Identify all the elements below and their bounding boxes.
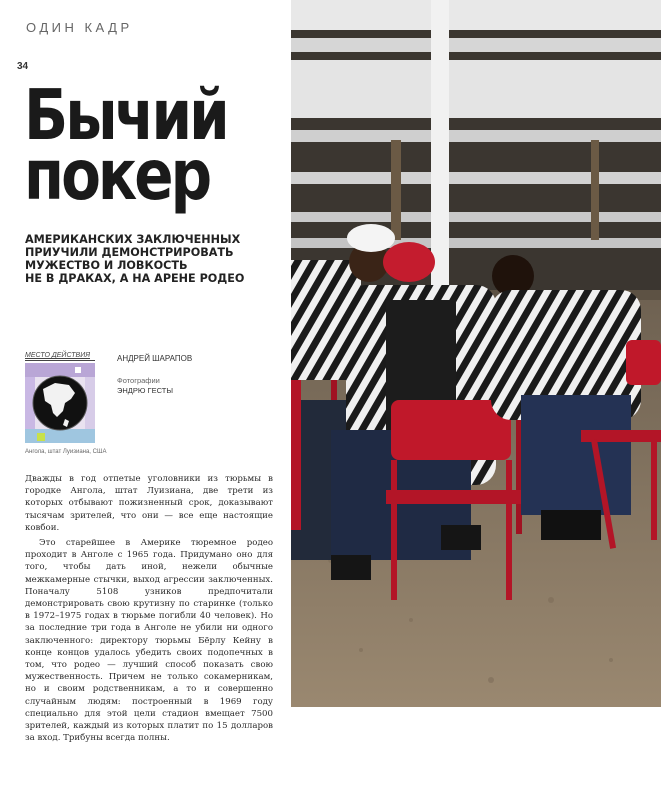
body-paragraph-2: Это старейшее в Америке тюремное родео проходит в Анголе с 1965 года. Придумано оно для того, чтобы дать иной, нежели обычные межкамерные стычки, выход агрессии заключенных. Поначалу 5108 узников предпочитали демонстрировать свою крутизну по старинке (только в 1972–1975 годах в тюрьме погибли 40 человек). Но за последние три года в Анголе не убили ни одного заключенного: директору тюрьмы Бёрлу Кейну в конце концов удалось убедить своих подопечных в том, что родео — лучший способ показать свою мужественность. Причем не только сокамерникам, но и своим родственникам, а то и совершенно случайным людям: построенный в 1969 году специально для этой цели стадион вмещает 7500 зрителей, каждый из которых платит по 15 долларов за вход. Трибуны всегда полны. bbox=[25, 538, 273, 744]
body-paragraph-1: Дважды в год отпетые уголовники из тюрьмы в городке Ангола, штат Луизиана, две трети из которых отбывают пожизненный срок, доказывают тысячам зрителей, что они — все еще настоящие ковбои. bbox=[25, 474, 273, 533]
section-label: ОДИН КАДР bbox=[26, 20, 133, 35]
page-number: 34 bbox=[17, 61, 29, 72]
title-line-1: Бычий bbox=[24, 74, 227, 156]
location-box bbox=[25, 352, 107, 455]
globe-map-icon bbox=[25, 363, 95, 443]
article-subtitle bbox=[25, 233, 280, 285]
subtitle-line-3: МУЖЕСТВО И ЛОВКОСТЬ bbox=[25, 259, 188, 272]
subtitle-line-4: НЕ В ДРАКАХ, А НА АРЕНЕ РОДЕО bbox=[25, 272, 245, 285]
subtitle-line-2: ПРИУЧИЛИ ДЕМОНСТРИРОВАТЬ bbox=[25, 246, 234, 259]
subtitle-line-1: АМЕРИКАНСКИХ ЗАКЛЮЧЕННЫХ bbox=[25, 233, 241, 246]
rodeo-photo bbox=[291, 0, 661, 707]
photographer-name: ЭНДРЮ ГЕСТЫ bbox=[117, 386, 174, 395]
photo-credit-label: Фотографии bbox=[117, 376, 160, 385]
title-line-2: покер bbox=[24, 134, 210, 216]
author-name: АНДРЕЙ ШАРАПОВ bbox=[117, 354, 193, 363]
article-title bbox=[24, 74, 284, 216]
location-caption: Ангола, штат Луизиана, США bbox=[25, 449, 107, 455]
location-label: МЕСТО ДЕЙСТВИЯ bbox=[25, 352, 95, 361]
article-body bbox=[25, 473, 273, 744]
